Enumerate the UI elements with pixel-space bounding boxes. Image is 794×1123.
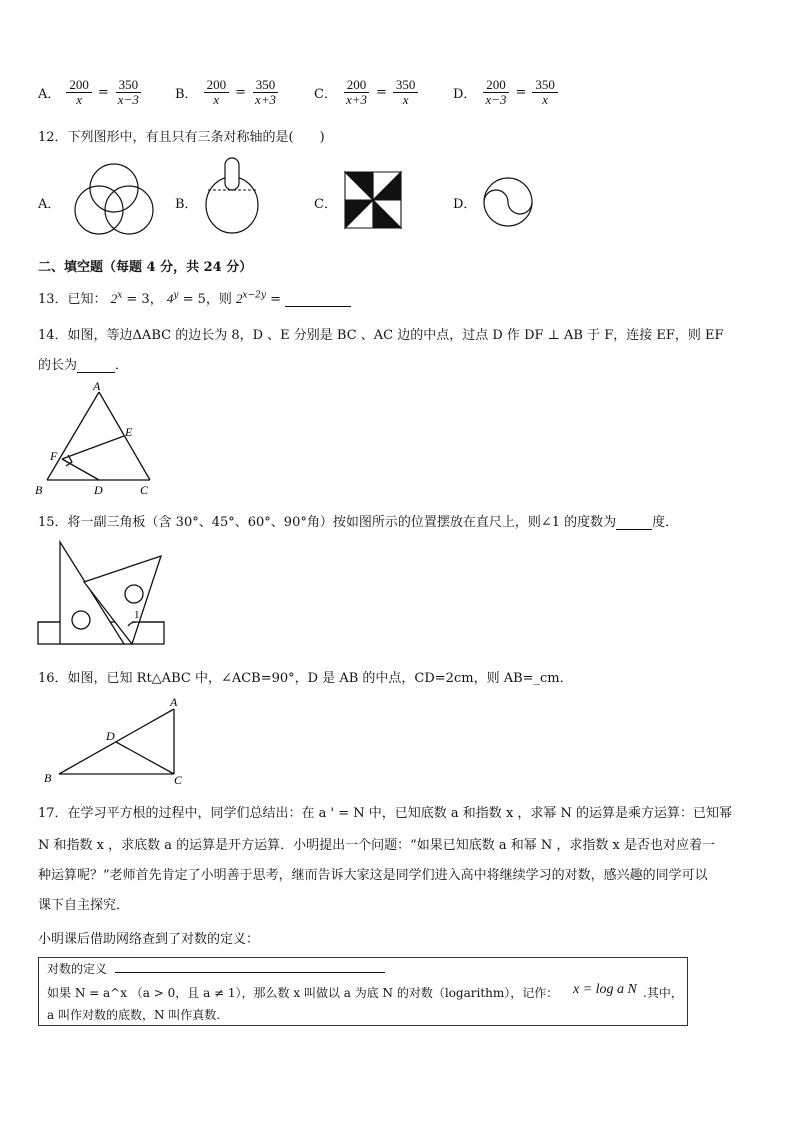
- trefoil-figure: [66, 160, 162, 236]
- q14-line2: 的长为 ．: [38, 358, 129, 373]
- label-d: D: [94, 483, 103, 497]
- q11-option-b: B． $\frac{200}{x}$ = $\frac{350}{x+3}$: [175, 78, 281, 107]
- q13-question: 13．已知： $2^x = 3$， $4^y = 5$，则 $2^{x-2y}$ =: [38, 288, 351, 307]
- fraction: $\frac{350}{x}$: [532, 78, 558, 107]
- q12-label-d: D．: [453, 197, 477, 212]
- label-d: D: [106, 729, 115, 743]
- q16-question: 16．如图，已知 Rt△ABC 中，∠ACB=90°，D 是 AB 的中点，CD=2cm，则 AB=_cm．: [38, 671, 573, 686]
- definition-line2: a 叫作对数的底数，N 叫作真数.: [47, 1008, 221, 1022]
- answer-blank[interactable]: [616, 515, 652, 530]
- circle-right: [105, 186, 153, 234]
- label-a: A: [93, 379, 101, 393]
- label-c: C: [174, 773, 183, 786]
- label-b: B: [44, 771, 52, 785]
- side-ab: [47, 392, 99, 480]
- circle-top: [90, 164, 138, 212]
- segment-cd: [116, 742, 174, 774]
- q17-line4: 课下自主探究．: [38, 898, 130, 913]
- section-header: 二、填空题（每题 4 分，共 24 分）: [38, 260, 253, 275]
- segment-df: [62, 459, 99, 480]
- answer-blank[interactable]: [77, 358, 115, 373]
- triangle-abc-figure: [32, 378, 162, 500]
- label-b: B: [35, 483, 43, 497]
- q12-label-b: B．: [175, 197, 198, 212]
- option-letter: C．: [314, 87, 337, 102]
- fraction: $\frac{350}{x+3}$: [252, 78, 279, 107]
- right-triangle-figure: [40, 694, 190, 786]
- label-f: F: [50, 449, 58, 463]
- q17-line2: N 和指数 x ，求底数 a 的运算是开方运算．小明提出一个问题：“如果已知底数 a 和幂 N ，求指数 x 是否也对应着一: [38, 838, 716, 853]
- fraction: $\frac{350}{x}$: [393, 78, 419, 107]
- fraction: $\frac{200}{x}$: [204, 78, 230, 107]
- log-formula: x = log a N: [573, 982, 637, 997]
- title-underline: [115, 972, 385, 973]
- fraction: $\frac{200}{x-3}$: [482, 78, 509, 107]
- definition-box: [38, 957, 688, 1026]
- answer-blank[interactable]: [285, 292, 351, 307]
- s-curve: [484, 190, 532, 214]
- yinyang-figure: [480, 175, 536, 229]
- pinwheel-figure: [342, 170, 404, 230]
- circle-left: [75, 186, 123, 234]
- q17-line1: 17．在学习平方根的过程中，同学们总结出：在 a ' = N 中，已知底数 a 和指数 x ，求幂 N 的运算是乘方运算：已知幂: [38, 806, 733, 821]
- q12-label-c: C．: [314, 197, 337, 212]
- fraction: $\frac{200}{x+3}$: [343, 78, 370, 107]
- formula-end: .其中，: [643, 986, 683, 1000]
- fraction: $\frac{200}{x}$: [66, 78, 92, 107]
- label-a: A: [170, 695, 178, 709]
- q17-line3: 种运算呢？”老师首先肯定了小明善于思考，继而告诉大家这是同学们进入高中将继续学习的对数，感兴趣的同学可以: [38, 868, 708, 883]
- label-e: E: [125, 425, 133, 439]
- q12-question: 12．下列图形中，有且只有三条对称轴的是( ): [38, 130, 325, 145]
- option-letter: B．: [175, 87, 198, 102]
- definition-title: 对数的定义: [47, 962, 108, 976]
- q11-option-d: D． $\frac{200}{x-3}$ = $\frac{350}{x}$: [453, 78, 560, 107]
- q12-label-a: A．: [38, 197, 61, 212]
- q14-line1: 14．如图，等边ΔABC 的边长为 8，D 、E 分别是 BC 、AC 边的中点，过点 D 作 DF ⊥ AB 于 F，连接 EF，则 EF: [38, 328, 724, 343]
- q15-question: 15．将一副三角板（含 30°、45°、60°、90°角）按如图所示的位置摆放在直尺上，则∠1 的度数为 度．: [38, 515, 679, 530]
- fraction: $\frac{350}{x-3}$: [115, 78, 142, 107]
- option-letter: D．: [453, 87, 477, 102]
- label-c: C: [140, 483, 149, 497]
- racket-figure: [200, 155, 264, 235]
- q11-option-c: C． $\frac{200}{x+3}$ = $\frac{350}{x}$: [314, 78, 420, 107]
- racket-handle: [225, 158, 239, 190]
- option-letter: A．: [38, 87, 61, 102]
- q17-line5: 小明课后借助网络查到了对数的定义：: [38, 932, 260, 947]
- q11-option-a: A． $\frac{200}{x}$ = $\frac{350}{x-3}$: [38, 78, 144, 107]
- set-squares-figure: [36, 540, 168, 648]
- angle-1-label: 1: [134, 609, 140, 621]
- definition-line1: 如果 N = a^x （a > 0，且 a ≠ 1），那么数 x 叫做以 a 为底 N 的对数（logarithm），记作：: [47, 986, 559, 1000]
